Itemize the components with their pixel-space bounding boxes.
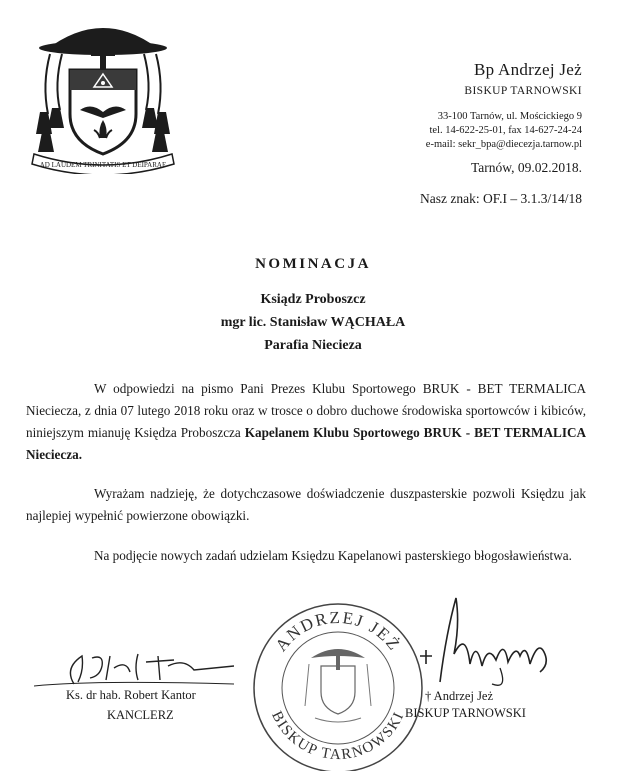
document-title: NOMINACJA <box>255 256 371 272</box>
sender-title: BISKUP TARNOWSKI <box>464 85 582 97</box>
addressee-line-2: mgr lic. Stanisław WĄCHAŁA <box>220 315 406 330</box>
sender-email: e-mail: sekr_bpa@diecezja.tarnow.pl <box>425 139 582 150</box>
chancellor-role: KANCLERZ <box>107 708 174 722</box>
motto-text: AD LAUDEM TRINITATIS ET DEIPARAE <box>39 161 167 169</box>
letter-date: Tarnów, 09.02.2018. <box>470 160 582 175</box>
bishop-name: † Andrzej Jeż <box>425 689 494 703</box>
body-paragraph-3 <box>26 545 586 567</box>
bishop-role: BISKUP TARNOWSKI <box>405 706 526 720</box>
paragraph-2-text: Wyrażam nadzieję, że dotychczasowe doświadczenie duszpasterskie pozwoli Księdzu jak najlepiej wypełnić powierzone obowiązki. <box>26 486 586 523</box>
bishop-signature-icon <box>416 594 566 690</box>
svg-text:BISKUP TARNOWSKI <box>268 709 408 763</box>
paragraph-1-bold: Kapelanem Klubu Sportowego BRUK - BET TERMALICA Nieciecza. <box>26 425 586 462</box>
coat-of-arms-icon <box>28 14 178 174</box>
bishop-seal-icon <box>249 596 427 771</box>
sender-phone: tel. 14-622-25-01, fax 14-627-24-24 <box>429 125 582 136</box>
body-paragraph-2 <box>26 483 586 527</box>
seal-text-top: ANDRZEJ JEŻ <box>271 607 405 655</box>
sender-address: 33-100 Tarnów, ul. Mościckiego 9 <box>437 111 582 122</box>
seal-text-bottom: BISKUP TARNOWSKI <box>268 708 408 764</box>
chancellor-name: Ks. dr hab. Robert Kantor <box>66 688 196 702</box>
paragraph-1-text: W odpowiedzi na pismo Pani Prezes Klubu Sportowego BRUK - BET TERMALICA Nieciecza, z dnia 07 lutego 2018 roku oraz w trosce o dobro duchowe środowiska sportowców i kibiców, niniejszym mianuję Księdza Proboszcza <box>26 381 586 440</box>
paragraph-3-text: Na podjęcie nowych zadań udzielam Księdzu Kapelanowi pasterskiego błogosławieństwa. <box>94 548 572 563</box>
body-paragraph-1 <box>26 378 586 466</box>
addressee-line-3: Parafia Niecieza <box>264 338 362 353</box>
chancellor-signature-icon <box>34 648 234 688</box>
svg-text:ANDRZEJ JEŻ <box>272 608 405 655</box>
sender-name: Bp Andrzej Jeż <box>473 60 582 79</box>
addressee-line-1: Ksiądz Proboszcz <box>260 292 366 307</box>
reference-number: Nasz znak: OF.I – 3.1.3/14/18 <box>419 191 582 206</box>
